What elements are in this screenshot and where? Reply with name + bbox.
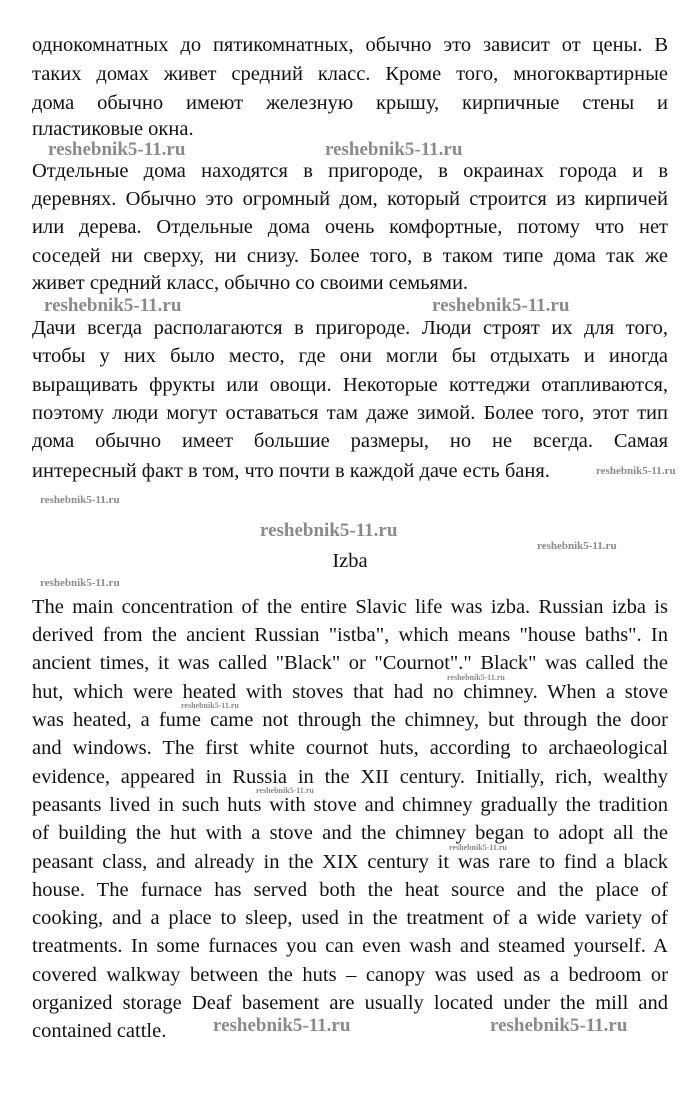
text-line: peasant class, and already in the XIX century it was rare to find a black	[32, 851, 668, 873]
text-line: house. The furnace has served both the heat source and the place of	[32, 879, 668, 901]
text-line: evidence, appeared in Russia in the XII century. Initially, rich, wealthy	[32, 766, 668, 788]
text-line: The main concentration of the entire Slavic life was izba. Russian izba is	[32, 596, 668, 618]
text-line: однокомнатных до пятикомнатных, обычно это зависит от цены. В	[32, 34, 668, 56]
text-line: treatments. In some furnaces you can even wash and steamed yourself. A	[32, 935, 668, 957]
watermark: reshebnik5-11.ru	[48, 139, 186, 160]
watermark: reshebnik5-11.ru	[40, 577, 120, 589]
text-line: cooking, and a place to sleep, used in the treatment of a wide variety of	[32, 907, 668, 929]
watermark: reshebnik5-11.ru	[256, 786, 314, 795]
watermark: reshebnik5-11.ru	[490, 1015, 628, 1036]
text-line: contained cattle.	[32, 1020, 167, 1042]
text-line: или дерева. Отдельные дома очень комфортные, потому что нет	[32, 216, 668, 238]
watermark: reshebnik5-11.ru	[596, 465, 676, 477]
text-line: of building the hut with a stove and the chimney began to adopt all the	[32, 822, 668, 844]
watermark: reshebnik5-11.ru	[449, 843, 507, 852]
text-line: интересный факт в том, что почти в каждой даче есть баня.	[32, 460, 550, 482]
watermark: reshebnik5-11.ru	[260, 520, 398, 541]
text-line: hut, which were heated with stoves that had no chimney. When a stove	[32, 681, 668, 703]
watermark: reshebnik5-11.ru	[432, 295, 570, 316]
text-line: живет средний класс, обычно со своими семьями.	[32, 272, 469, 294]
text-line: was heated, a fume came not through the chimney, but through the door	[32, 709, 668, 731]
text-line: поэтому люди могут оставаться там даже зимой. Более того, этот тип	[32, 402, 668, 424]
text-line: соседей ни сверху, ни снизу. Более того, в таком типе дома так же	[32, 245, 668, 267]
watermark: reshebnik5-11.ru	[447, 673, 505, 682]
watermark: reshebnik5-11.ru	[537, 540, 617, 552]
text-line: derived from the ancient Russian "istba", which means "house baths". In	[32, 624, 668, 646]
text-line: деревнях. Обычно это огромный дом, который строится из кирпичей	[32, 188, 668, 210]
text-line: выращивать фрукты или овощи. Некоторые коттеджи отапливаются,	[32, 374, 668, 396]
text-line: таких домах живет средний класс. Кроме того, многоквартирные	[32, 63, 668, 85]
watermark: reshebnik5-11.ru	[44, 295, 182, 316]
watermark: reshebnik5-11.ru	[40, 494, 120, 506]
text-line: organized storage Deaf basement are usually located under the mill and	[32, 992, 668, 1014]
section-title: Izba	[332, 550, 368, 572]
text-line: Дачи всегда располагаются в пригороде. Люди строят их для того,	[32, 317, 668, 339]
text-line: ancient times, it was called "Black" or "Cournot"." Black" was called the	[32, 652, 668, 674]
text-line: peasants lived in such huts with stove and chimney gradually the tradition	[32, 794, 668, 816]
text-line: and windows. The first white cournot huts, according to archaeological	[32, 737, 668, 759]
text-line: пластиковые окна.	[32, 118, 194, 140]
watermark: reshebnik5-11.ru	[181, 701, 239, 710]
watermark: reshebnik5-11.ru	[325, 139, 463, 160]
text-line: чтобы у них было место, где они могли бы отдыхать и иногда	[32, 345, 668, 367]
text-line: дома обычно имеют железную крышу, кирпичные стены и	[32, 92, 668, 114]
text-line: дома обычно имеет большие размеры, но не всегда. Самая	[32, 430, 668, 452]
text-line: covered walkway between the huts – canopy was used as a bedroom or	[32, 964, 668, 986]
text-line: Отдельные дома находятся в пригороде, в окраинах города и в	[32, 160, 668, 182]
watermark: reshebnik5-11.ru	[213, 1015, 351, 1036]
